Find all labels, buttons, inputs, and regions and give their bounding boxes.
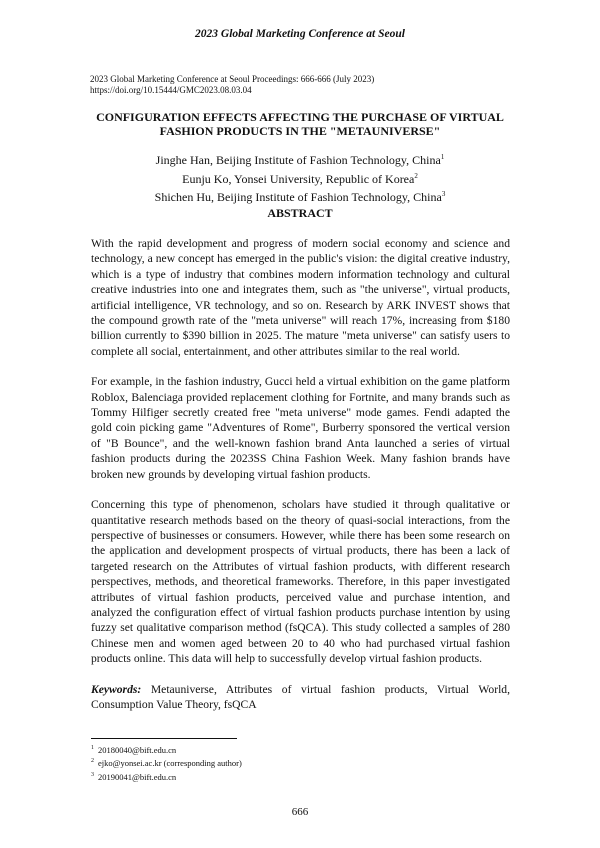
footnote-2-mark: 2 [91,758,94,765]
footnote-1-mark: 1 [91,745,94,751]
author-1 [60,150,540,169]
keywords-text: Metauniverse, Attributes of virtual fashion products, Virtual World, Consumption Value Theory, fsQCA [91,682,510,711]
footnote-1 [91,743,391,756]
keywords [91,682,510,713]
title-line-2: FASHION PRODUCTS IN THE "METAUNIVERSE" [159,124,441,138]
author-1-footnote-mark[interactable]: 1 [440,153,445,161]
abstract-heading: ABSTRACT [267,206,333,220]
footnote-2-email[interactable]: ejko@yonsei.ac.kr (corresponding author) [98,758,242,769]
author-2-footnote-mark[interactable]: 2 [414,171,418,180]
footnote-1-email[interactable]: 20180040@bift.edu.cn [98,744,177,755]
doi-link[interactable]: https://doi.org/10.15444/GMC2023.08.03.04 [90,85,252,95]
author-3-footnote-mark[interactable]: 3 [441,190,446,198]
running-header: 2023 Global Marketing Conference at Seoul [195,28,405,40]
abstract-paragraph-1: With the rapid development and progress of modern social economy and science and technology, a new concept has emerged in the public's vision: the digital creative industry, which is a type of industry that combines modern information technology and cultural creative industries into one and integrates them, such as "the universe", virtual products, artificial intelligence, VR technology, and so on. Research by ARK INVEST shows that the compound growth rate of the "meta universe" will reach 17%, increasing from $180 billion currently to $390 billion in 2025. The mature "meta universe" can satisfy users to complete all social, entertainment, and other attributes similar to the real world. [91,237,510,358]
paper-title [60,110,540,138]
author-3-affiliation: Shichen Hu, Beijing Institute of Fashion Technology, China [154,190,442,204]
author-list [60,150,540,206]
author-2-affiliation: Eunju Ko, Yonsei University, Republic of Korea [182,171,415,186]
author-3 [60,187,540,206]
author-2 [60,169,540,188]
footnote-2 [91,756,391,769]
keywords-label: Keywords: [91,682,142,696]
abstract-body [91,236,510,727]
abstract-paragraph-2: For example, in the fashion industry, Gucci held a virtual exhibition on the game platform Roblox, Balenciaga provided replacement clothing for Fortnite, and many brands such as Tommy Hilfiger secretly created free "meta universe" mode games. Fendi adapted the gold coin picking game "Adventures of Rome", Burberry sponsored the vertical version of "B Bounce", and the well-known fashion brand Anta launched a series of virtual fashion products during the 2023SS China Fashion Week. Many fashion brands have broken new grounds by developing virtual fashion products. [91,375,510,481]
title-line-1: CONFIGURATION EFFECTS AFFECTING THE PURCHASE OF VIRTUAL [96,110,504,124]
page-number: 666 [291,806,309,818]
abstract-paragraph-3: Concerning this type of phenomenon, scholars have studied it through qualitative or quantitative research methods based on the theory of quasi-social interactions, from the perspective of businesses or consumers. However, while there has been some research on the application and development prospects of virtual products, there has been a lack of targeted research on the Attributes of virtual fashion products, with different research perspectives, methods, and theoretical frameworks. Therefore, in this paper investigated attributes of virtual fashion products, perceived value and purchase intention, and analyzed the configuration effect of virtual fashion products purchase intention by using fuzzy set qualitative comparison method (fsQCA). This study collected a samples of 280 Chinese men and women aged between 20 to 40 who had purchased virtual fashion products online. This data will help to successfully develop virtual fashion products. [91,498,510,666]
proceedings-info [90,74,510,96]
footnote-3-email[interactable]: 20190041@bift.edu.cn [98,771,177,782]
proceedings-citation: 2023 Global Marketing Conference at Seoul Proceedings: 666-666 (July 2023) [90,74,375,84]
footnote-3-mark: 3 [91,771,94,778]
footnotes [91,743,391,783]
footnote-divider [91,738,237,739]
author-1-affiliation: Jinghe Han, Beijing Institute of Fashion Technology, China [155,153,441,167]
footnote-3 [91,770,391,783]
